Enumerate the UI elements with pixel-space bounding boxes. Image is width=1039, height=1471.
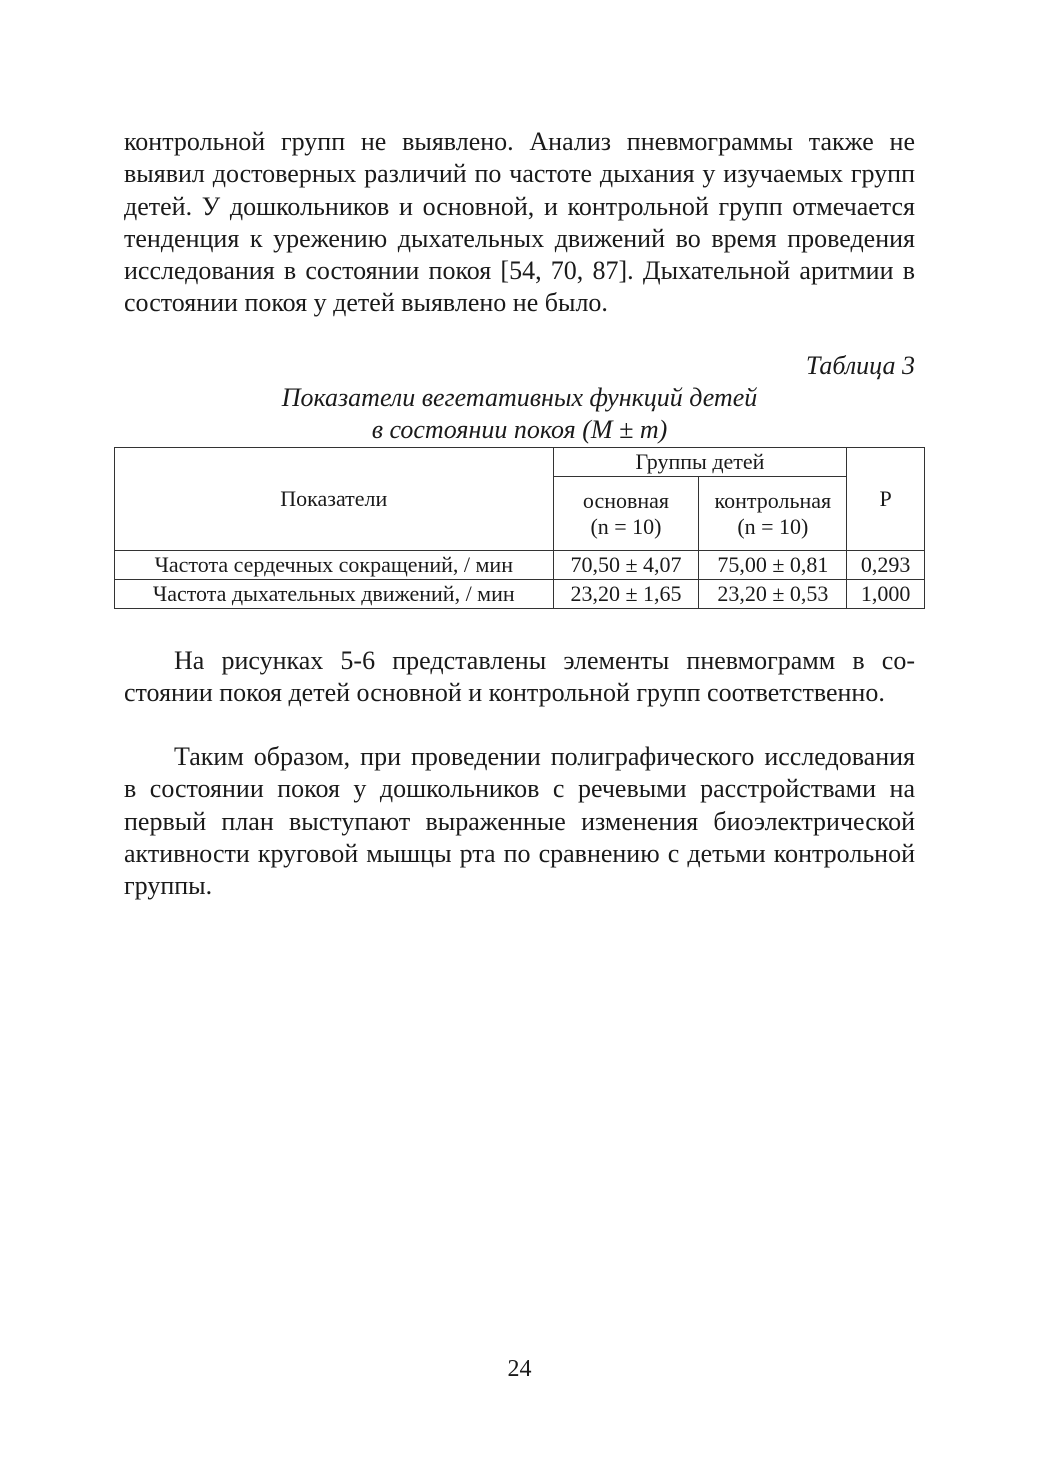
header-groups: Группы детей xyxy=(553,448,847,477)
row-p-value: 1,000 xyxy=(847,580,925,609)
row-name: Частота сердечных сокращений, / мин xyxy=(115,551,554,580)
header-main-label: основная xyxy=(582,487,670,513)
header-control-label: контрольная xyxy=(714,487,832,513)
row-control-value: 23,20 ± 0,53 xyxy=(699,580,847,609)
row-main-value: 70,50 ± 4,07 xyxy=(553,551,699,580)
header-main-n: (n = 10) xyxy=(590,513,662,539)
table-header-row xyxy=(115,448,925,477)
paragraph-conclusion: Таким образом, при проведении полиграфического исследования в состоянии покоя у дошкольников с речевыми расстройствами на первый план выступают выраженные изменения биоэлектрической активности круговой мышцы рта по сравнению с детьми контрольной группы. xyxy=(124,742,915,901)
vegetative-functions-table xyxy=(114,447,925,609)
table-row xyxy=(115,551,925,580)
row-control-value: 75,00 ± 0,81 xyxy=(699,551,847,580)
table-title-line-2: в состоянии покоя (М ± m) xyxy=(371,415,668,444)
paragraph-intro: контрольной групп не выявлено. Анализ пневмограммы также не выявил достоверных различий по частоте дыхания у изучаемых групп детей. У дошкольников и основной, и контрольной групп отмечается тенденция к урежению дыхательных движений во время проведения исследования в состоянии покоя [54, 70, 87]. Дыхательной аритмии в состоянии покоя у детей выявлено не было. xyxy=(124,127,915,318)
row-name: Частота дыхательных движений, / мин xyxy=(115,580,554,609)
table-title-line-1: Показатели вегетативных функций детей xyxy=(281,383,758,412)
page-number: 24 xyxy=(507,1356,532,1382)
header-p: Р xyxy=(847,448,925,551)
table-label: Таблица 3 xyxy=(805,351,915,380)
header-indicators: Показатели xyxy=(115,448,554,551)
row-p-value: 0,293 xyxy=(847,551,925,580)
header-control-n: (n = 10) xyxy=(737,513,809,539)
table-row xyxy=(115,580,925,609)
paragraph-figures: На рисунках 5-6 представлены элементы пневмограмм в состоянии покоя детей основной и контрольной групп соответственно. xyxy=(124,646,915,708)
row-main-value: 23,20 ± 1,65 xyxy=(553,580,699,609)
header-main-group xyxy=(553,477,699,551)
header-control-group xyxy=(699,477,847,551)
